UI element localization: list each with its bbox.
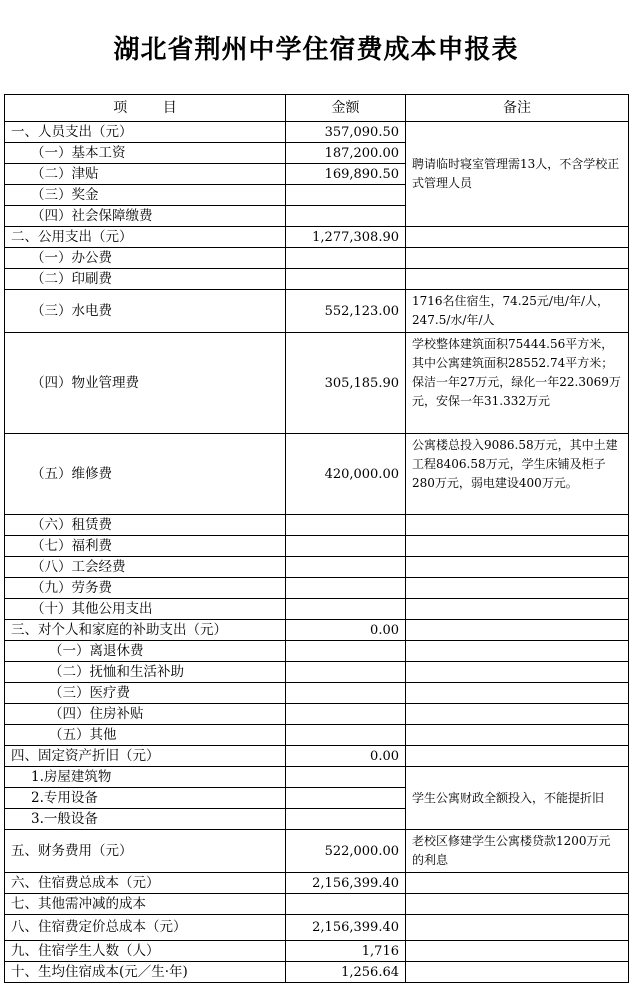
row-amount: 1,716 [286,941,406,962]
table-row [5,683,629,704]
row-amount: 0.00 [286,620,406,641]
row-label: （二）抚恤和生活补助 [5,662,286,683]
note-cell-empty [406,536,629,557]
note-cell-empty [406,725,629,746]
row-amount [286,536,406,557]
row-label: 十、生均住宿成本(元／生·年) [5,962,286,983]
row-amount [286,788,406,809]
row-label: 九、住宿学生人数（人） [5,941,286,962]
header-amount: 金额 [286,95,406,122]
note-utilities: 1716名住宿生，74.25元/电/年/人，247.5/水/年/人 [406,290,629,333]
header-note: 备注 [406,95,629,122]
row-amount [286,683,406,704]
row-amount [286,557,406,578]
row-amount: 2,156,399.40 [286,873,406,894]
table-row [5,578,629,599]
row-label: 四、固定资产折旧（元） [5,746,286,767]
table-row [5,557,629,578]
note-cell-empty [406,248,629,269]
note-cell-empty [406,269,629,290]
table-row [5,333,629,434]
row-label: 二、公用支出（元） [5,227,286,248]
row-amount: 1,256.64 [286,962,406,983]
note-cell-empty [406,662,629,683]
table-row [5,894,629,915]
row-amount [286,704,406,725]
row-label: （一）办公费 [5,248,286,269]
row-amount [286,248,406,269]
row-amount [286,894,406,915]
row-label: （五）维修费 [5,434,286,515]
row-amount [286,206,406,227]
row-amount [286,767,406,788]
table-header-row [5,95,629,122]
note-cell-empty [406,746,629,767]
row-label: （十）其他公用支出 [5,599,286,620]
table-row [5,434,629,515]
note-cell-empty [406,962,629,983]
table-row [5,269,629,290]
note-cell-empty [406,599,629,620]
table-row [5,830,629,873]
row-amount: 522,000.00 [286,830,406,873]
table-row [5,641,629,662]
row-label: 2.专用设备 [5,788,286,809]
row-label: （九）劳务费 [5,578,286,599]
row-label: （二）津贴 [5,164,286,185]
row-amount [286,809,406,830]
row-label: 3.一般设备 [5,809,286,830]
table-row [5,290,629,333]
row-label: 八、住宿费定价总成本（元） [5,915,286,941]
row-amount: 169,890.50 [286,164,406,185]
table-row [5,725,629,746]
row-label: 1.房屋建筑物 [5,767,286,788]
row-label: （四）住房补贴 [5,704,286,725]
row-amount [286,641,406,662]
row-amount: 305,185.90 [286,333,406,434]
note-cell-empty [406,915,629,941]
row-label: （七）福利费 [5,536,286,557]
row-label: （三）医疗费 [5,683,286,704]
row-amount [286,662,406,683]
note-depreciation: 学生公寓财政全额投入，不能提折旧 [406,767,629,830]
table-row [5,767,629,788]
table-row [5,536,629,557]
note-repair: 公寓楼总投入9086.58万元，其中土建工程8406.58万元，学生床铺及柜子280万元，弱电建设400万元。 [406,434,629,515]
table-row [5,248,629,269]
row-amount: 420,000.00 [286,434,406,515]
row-amount: 552,123.00 [286,290,406,333]
row-label: （六）租赁费 [5,515,286,536]
row-label: 一、人员支出（元） [5,122,286,143]
row-amount: 357,090.50 [286,122,406,143]
row-label: （四）社会保障缴费 [5,206,286,227]
note-cell-empty [406,873,629,894]
note-cell-empty [406,641,629,662]
note-cell-empty [406,227,629,248]
note-personnel: 聘请临时寝室管理需13人，不含学校正式管理人员 [406,122,629,227]
row-amount: 187,200.00 [286,143,406,164]
row-label: 三、对个人和家庭的补助支出（元） [5,620,286,641]
note-cell-empty [406,557,629,578]
table-row [5,941,629,962]
note-cell-empty [406,578,629,599]
row-amount [286,725,406,746]
row-amount: 0.00 [286,746,406,767]
row-amount [286,578,406,599]
table-row [5,515,629,536]
row-amount [286,185,406,206]
row-amount: 2,156,399.40 [286,915,406,941]
table-row [5,122,629,143]
note-finance: 老校区修建学生公寓楼贷款1200万元的利息 [406,830,629,873]
row-label: 五、财务费用（元） [5,830,286,873]
row-label: （四）物业管理费 [5,333,286,434]
row-label: 七、其他需冲减的成本 [5,894,286,915]
table-row [5,620,629,641]
row-label: （八）工会经费 [5,557,286,578]
row-amount [286,599,406,620]
row-label: （三）水电费 [5,290,286,333]
row-amount: 1,277,308.90 [286,227,406,248]
note-property: 学校整体建筑面积75444.56平方米，其中公寓建筑面积28552.74平方米；保洁一年27万元，绿化一年22.3069万元，安保一年31.332万元 [406,333,629,434]
row-label: （五）其他 [5,725,286,746]
table-row [5,599,629,620]
row-label: 六、住宿费总成本（元） [5,873,286,894]
table-row [5,662,629,683]
page-title: 湖北省荆州中学住宿费成本申报表 [113,35,519,65]
table-row [5,704,629,725]
table-row [5,873,629,894]
note-cell-empty [406,941,629,962]
note-cell-empty [406,704,629,725]
table-row [5,746,629,767]
row-label: （一）基本工资 [5,143,286,164]
table-row [5,962,629,983]
note-cell-empty [406,683,629,704]
row-amount [286,515,406,536]
row-label: （三）奖金 [5,185,286,206]
row-label: （一）离退休费 [5,641,286,662]
note-cell-empty [406,515,629,536]
note-cell-empty [406,620,629,641]
table-row [5,227,629,248]
row-amount [286,269,406,290]
cost-report-table [4,94,629,983]
row-label: （二）印刷费 [5,269,286,290]
header-item: 项 目 [5,95,286,122]
note-cell-empty [406,894,629,915]
table-row [5,915,629,941]
